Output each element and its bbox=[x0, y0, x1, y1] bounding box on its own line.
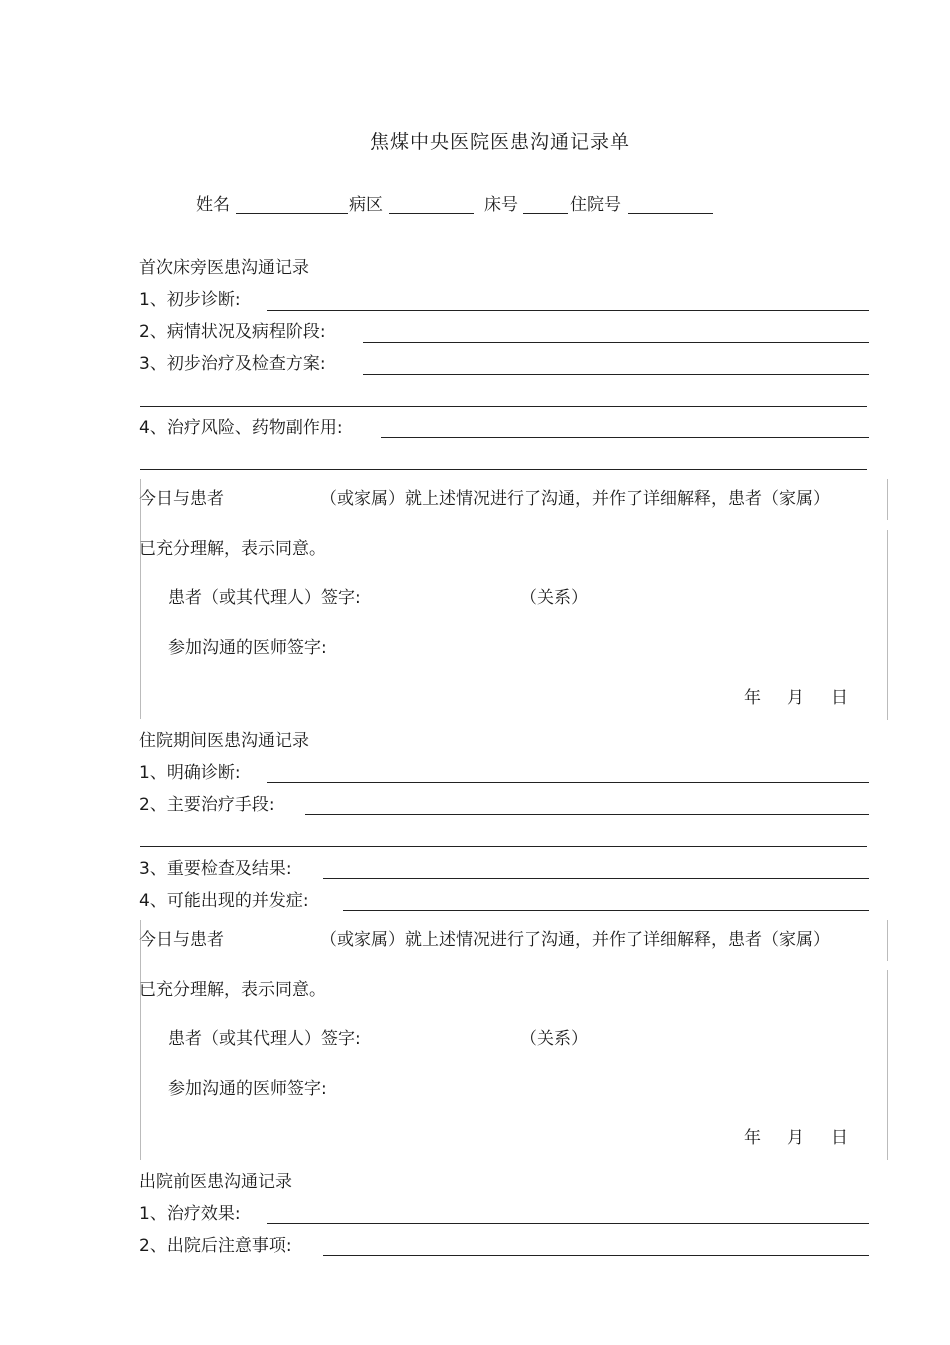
first-item-4-label: 4、治疗风险、药物副作用: bbox=[139, 418, 343, 438]
consent-statement: （或家属）就上述情况进行了沟通，并作了详细解释，患者（家属） bbox=[320, 489, 830, 509]
during-item-1-line[interactable] bbox=[267, 782, 869, 783]
form-title: 焦煤中央医院医患沟通记录单 bbox=[369, 131, 630, 153]
during-item-2-line[interactable] bbox=[305, 814, 869, 815]
first-item-3-extra-line[interactable] bbox=[140, 406, 867, 407]
first-section-heading: 首次床旁医患沟通记录 bbox=[139, 258, 309, 278]
consent-border-right bbox=[887, 530, 888, 720]
relation-label: （关系） bbox=[520, 588, 588, 608]
relation-label: （关系） bbox=[520, 1029, 588, 1049]
name-label: 姓名 bbox=[196, 195, 230, 215]
date-day: 日 bbox=[831, 688, 848, 708]
discharge-item-1-label: 1、治疗效果: bbox=[139, 1204, 241, 1224]
date-month: 月 bbox=[787, 1128, 804, 1148]
first-item-4-extra-line[interactable] bbox=[140, 469, 867, 470]
consent-intro: 今日与患者 bbox=[139, 930, 224, 950]
first-item-3-line[interactable] bbox=[363, 374, 869, 375]
bed-field[interactable] bbox=[523, 213, 568, 214]
consent-border-right bbox=[887, 920, 888, 961]
first-item-4-line[interactable] bbox=[381, 437, 869, 438]
first-item-2-label: 2、病情状况及病程阶段: bbox=[139, 322, 326, 342]
first-item-2-line[interactable] bbox=[363, 342, 869, 343]
during-section-heading: 住院期间医患沟通记录 bbox=[139, 731, 309, 751]
discharge-item-1-line[interactable] bbox=[267, 1223, 869, 1224]
date-day: 日 bbox=[831, 1128, 848, 1148]
name-field[interactable] bbox=[236, 213, 348, 214]
consent-border-right bbox=[887, 479, 888, 520]
consent-agreement: 已充分理解，表示同意。 bbox=[139, 539, 326, 559]
admission-no-label: 住院号 bbox=[570, 195, 621, 215]
during-item-4-label: 4、可能出现的并发症: bbox=[139, 891, 309, 911]
date-year: 年 bbox=[744, 1128, 761, 1148]
date-year: 年 bbox=[744, 688, 761, 708]
during-item-3-line[interactable] bbox=[323, 878, 869, 879]
first-item-1-line[interactable] bbox=[267, 310, 869, 311]
during-item-4-line[interactable] bbox=[343, 910, 869, 911]
discharge-item-2-label: 2、出院后注意事项: bbox=[139, 1236, 292, 1256]
first-item-3-label: 3、初步治疗及检查方案: bbox=[139, 354, 326, 374]
during-item-2-extra-line[interactable] bbox=[140, 846, 867, 847]
patient-signature-label: 患者（或其代理人）签字: bbox=[168, 588, 361, 608]
discharge-section-heading: 出院前医患沟通记录 bbox=[139, 1172, 292, 1192]
consent-border-left bbox=[140, 920, 141, 1160]
ward-field[interactable] bbox=[389, 213, 474, 214]
consent-statement: （或家属）就上述情况进行了沟通，并作了详细解释，患者（家属） bbox=[320, 930, 830, 950]
during-item-2-label: 2、主要治疗手段: bbox=[139, 795, 275, 815]
consent-intro: 今日与患者 bbox=[139, 489, 224, 509]
doctor-signature-label: 参加沟通的医师签字: bbox=[168, 638, 327, 658]
consent-border-left bbox=[140, 479, 141, 719]
patient-signature-label: 患者（或其代理人）签字: bbox=[168, 1029, 361, 1049]
during-item-1-label: 1、明确诊断: bbox=[139, 763, 241, 783]
during-item-3-label: 3、重要检查及结果: bbox=[139, 859, 292, 879]
first-item-1-label: 1、初步诊断: bbox=[139, 290, 241, 310]
consent-agreement: 已充分理解，表示同意。 bbox=[139, 980, 326, 1000]
ward-label: 病区 bbox=[349, 195, 383, 215]
admission-no-field[interactable] bbox=[628, 213, 713, 214]
discharge-item-2-line[interactable] bbox=[323, 1255, 869, 1256]
date-month: 月 bbox=[787, 688, 804, 708]
consent-border-right bbox=[887, 970, 888, 1160]
doctor-signature-label: 参加沟通的医师签字: bbox=[168, 1079, 327, 1099]
bed-label: 床号 bbox=[484, 195, 518, 215]
